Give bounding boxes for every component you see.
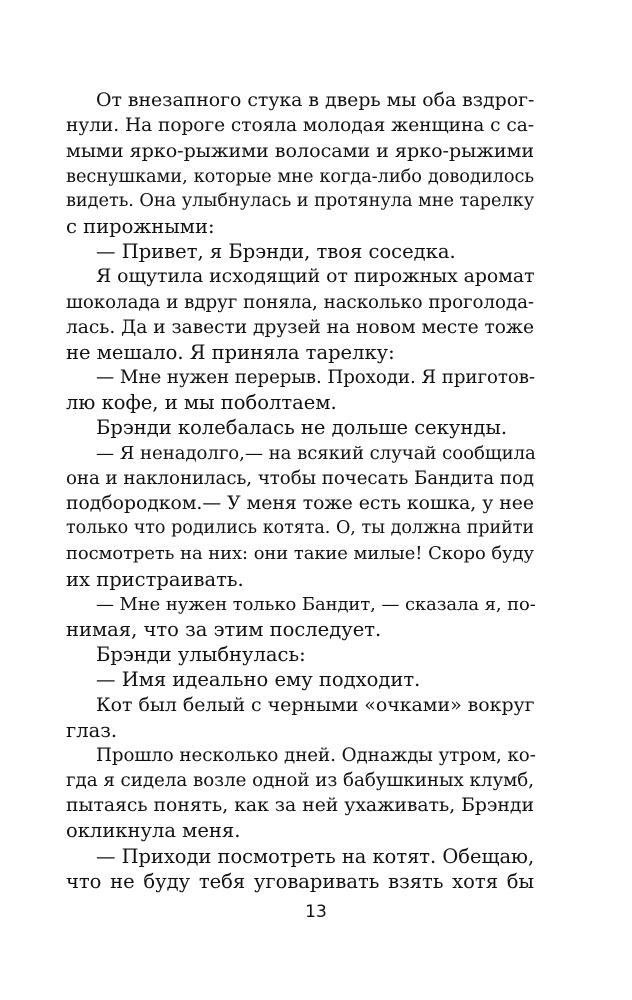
text-line: их пристраивать.	[66, 567, 244, 591]
text-line: Я ощутила исходящий от пирожных аромат	[96, 266, 535, 288]
text-line: с пирожными:	[66, 214, 215, 238]
text-line: нули. На пороге стояла молодая женщина с са-	[66, 115, 534, 137]
text-line: пытаясь понять, как за ней ухаживать, Брэнди	[66, 795, 534, 817]
text-line: — Имя идеально ему подходит.	[96, 668, 421, 692]
text-line: гда я сидела возле одной из бабушкиных клумб,	[66, 770, 534, 792]
text-line: — Мне нужен перерыв. Проходи. Я приготов-	[96, 367, 535, 389]
text-line: шоколада и вдруг поняла, насколько проголода-	[66, 291, 534, 313]
text-line: — Я ненадолго,— на всякий случай сообщила	[96, 442, 536, 464]
text-line: Брэнди колебалась не дольше секунды.	[96, 416, 508, 440]
text-line: — Привет, я Брэнди, твоя соседка.	[96, 240, 456, 264]
text-line: От внезапного стука в дверь мы оба вздрог-	[96, 89, 535, 111]
text-line: глаз.	[66, 718, 118, 742]
text-line: — Мне нужен только Бандит, — сказала я, по-	[96, 593, 536, 615]
body-text	[66, 88, 534, 894]
text-line: Прошло несколько дней. Однажды утром, ко-	[96, 744, 536, 766]
text-line: окликнула меня.	[66, 819, 241, 843]
text-line: мыми ярко-рыжими волосами и ярко-рыжими	[66, 139, 535, 163]
text-line: подбородком.— У меня тоже есть кошка, у нее	[66, 493, 534, 514]
text-line: лю кофе, и мы поболтаем.	[66, 391, 337, 415]
text-line: лась. Да и завести друзей на новом месте тоже	[66, 316, 534, 338]
text-line: что не буду тебя уговаривать взять хотя бы	[66, 869, 534, 893]
text-line: нимая, что за этим последует.	[66, 617, 382, 641]
text-line: не мешало. Я приняла тарелку:	[66, 340, 395, 364]
text-line: Брэнди улыбнулась:	[96, 643, 306, 667]
text-line: веснушками, которые мне когда-либо доводилось	[66, 165, 534, 187]
text-line: — Приходи посмотреть на котят. Обещаю,	[96, 844, 535, 868]
text-line: она и наклонилась, чтобы почесать Бандита под	[66, 467, 534, 489]
text-line: только что родились котята. О, ты должна прийти	[66, 518, 534, 539]
text-line: Кот был белый с черными «очками» вокруг	[96, 693, 535, 716]
page-number: 13	[305, 902, 327, 922]
text-line: видеть. Она улыбнулась и протянула мне тарелку	[66, 190, 535, 211]
text-line: посмотреть на них: они такие милые! Скоро буду	[66, 543, 534, 565]
